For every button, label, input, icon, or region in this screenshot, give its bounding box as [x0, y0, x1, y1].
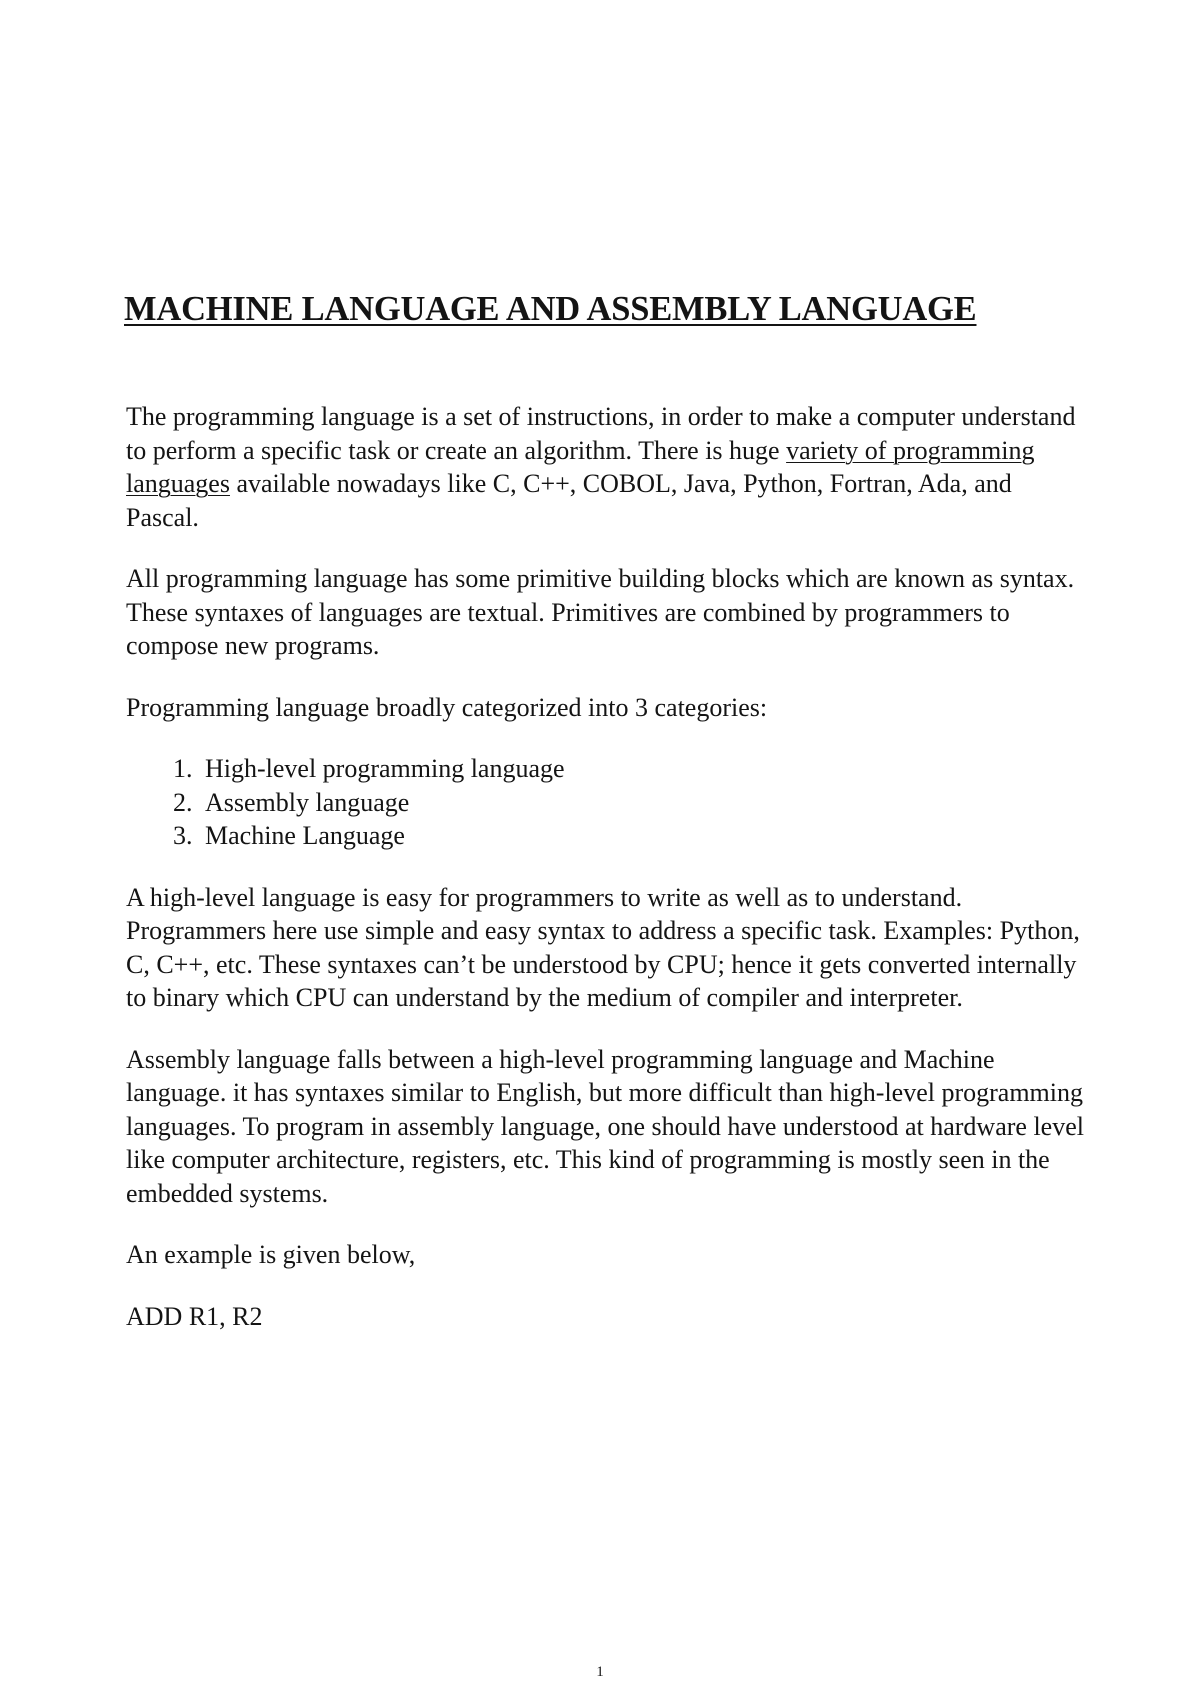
list-item: 3. Machine Language: [199, 819, 1088, 853]
categories-list: [126, 752, 1088, 853]
list-item: 2. Assembly language: [199, 786, 1088, 820]
syntax-paragraph: All programming language has some primitive building blocks which are known as syntax. These syntaxes of languages are textual. Primitives are combined by programmers to compose new programs.: [126, 564, 1075, 660]
intro-text-end: available nowadays like C, C++, COBOL, Java, Python, Fortran, Ada, and Pascal.: [126, 469, 1012, 532]
document-body: [126, 400, 1088, 1361]
list-item: 1. High-level programming language: [199, 752, 1088, 786]
categories-intro-paragraph: Programming language broadly categorized into 3 categories:: [126, 692, 768, 722]
page-number: 1: [596, 1664, 604, 1680]
assembly-paragraph: Assembly language falls between a high-level programming language and Machine language. it has syntaxes similar to English, but more difficult than high-level programming languages. To program in assembly language, one should have understood at hardware level like computer architecture, registers, etc. This kind of programming is mostly seen in the embedded systems.: [126, 1044, 1084, 1208]
code-example: ADD R1, R2: [126, 1301, 263, 1331]
intro-text-start: The programming language is a set of instructions, in order to make a computer understand to perform a specific task or create an algorithm. There is huge: [126, 402, 1076, 465]
variety-of-languages-link[interactable]: variety of programming languages: [126, 435, 1035, 498]
example-intro-paragraph: An example is given below,: [126, 1240, 416, 1269]
page-title: MACHINE LANGUAGE AND ASSEMBLY LANGUAGE: [124, 290, 977, 328]
high-level-paragraph: A high-level language is easy for programmers to write as well as to understand. Programmers here use simple and easy syntax to address a specific task. Examples: Python, C, C++, etc. These syntaxes can’t be understood by CPU; hence it gets converted internally to binary which CPU can understand by the medium of compiler and interpreter.: [126, 882, 1080, 1012]
intro-paragraph: [126, 400, 1088, 534]
